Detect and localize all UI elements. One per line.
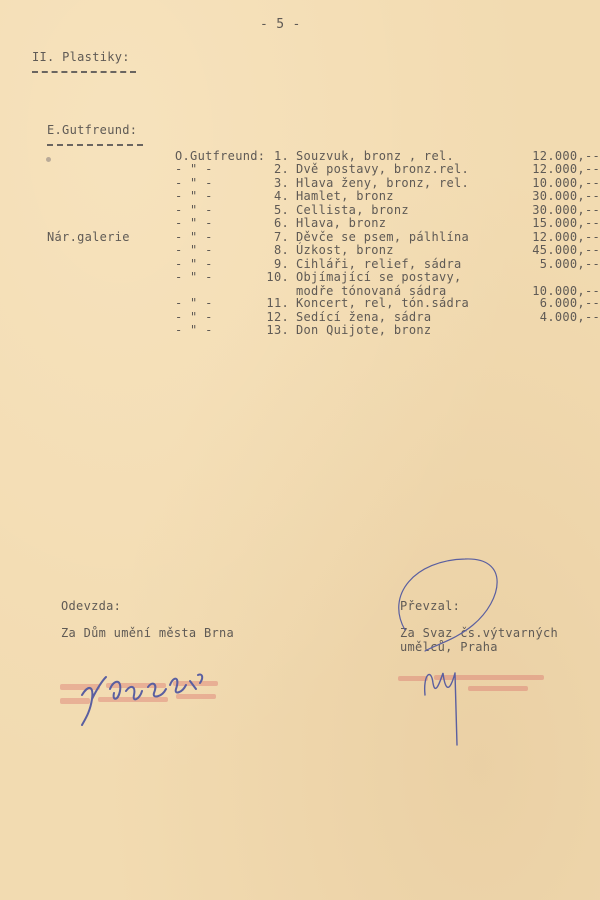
item-author: - " - — [175, 323, 213, 337]
item-author: - " - — [175, 189, 213, 203]
item-title: Cihláři, relief, sádra — [296, 257, 462, 271]
item-title: Hamlet, bronz — [296, 189, 394, 203]
item-author: - " - — [175, 257, 213, 271]
received-label: Převzal: — [400, 599, 461, 613]
item-author: - " - — [175, 203, 213, 217]
bullet-mark — [46, 157, 51, 162]
item-price: 12.000,-- — [532, 149, 600, 163]
received-organization-line1: Za Svaz čs.výtvarných — [400, 626, 559, 640]
item-title: Koncert, rel, tón.sádra — [296, 296, 470, 310]
side-note: Nár.galerie — [47, 230, 130, 244]
item-author: - " - — [175, 176, 213, 190]
item-number: 6. — [273, 216, 289, 230]
item-number: 3. — [273, 176, 289, 190]
item-title: Děvče se psem, pálhlína — [296, 230, 470, 244]
item-price: 30.000,-- — [532, 203, 600, 217]
item-price: 10.000,-- — [532, 284, 600, 298]
item-author: - " - — [175, 296, 213, 310]
handover-organization: Za Dům umění města Brna — [61, 626, 235, 640]
page-number: - 5 - — [260, 17, 301, 32]
item-price: 15.000,-- — [532, 216, 600, 230]
item-author: - " - — [175, 230, 213, 244]
item-title: Objímající se postavy, — [296, 270, 462, 284]
author-heading-underline — [47, 144, 143, 146]
item-title: Hlava, bronz — [296, 216, 387, 230]
item-title: Úzkost, bronz — [296, 243, 394, 257]
item-author: - " - — [175, 162, 213, 176]
item-author: - " - — [175, 270, 213, 284]
item-number: 2. — [273, 162, 289, 176]
item-number: 1. — [273, 149, 289, 163]
signature-right — [385, 555, 515, 755]
item-number: 13. — [266, 323, 289, 337]
item-price: 10.000,-- — [532, 176, 600, 190]
item-title: Sedící žena, sádra — [296, 310, 432, 324]
item-author: - " - — [175, 243, 213, 257]
item-price: 45.000,-- — [532, 243, 600, 257]
item-title: Don Quijote, bronz — [296, 323, 432, 337]
item-number: 9. — [273, 257, 289, 271]
item-price: 6.000,-- — [539, 296, 600, 310]
item-author: O.Gutfreund: — [175, 149, 266, 163]
item-number: 12. — [266, 310, 289, 324]
item-price: 5.000,-- — [539, 257, 600, 271]
item-number: 10. — [266, 270, 289, 284]
item-number: 5. — [273, 203, 289, 217]
item-price: 30.000,-- — [532, 189, 600, 203]
item-title: modře tónovaná sádra — [296, 284, 447, 298]
received-organization-line2: umělců, Praha — [400, 640, 498, 654]
section-title-underline — [32, 71, 136, 73]
item-price: 4.000,-- — [539, 310, 600, 324]
item-price: 12.000,-- — [532, 162, 600, 176]
item-number: 8. — [273, 243, 289, 257]
item-number: 4. — [273, 189, 289, 203]
signature-left — [70, 655, 230, 730]
item-title: Dvě postavy, bronz.rel. — [296, 162, 470, 176]
author-heading: E.Gutfreund: — [47, 123, 138, 137]
item-price: 12.000,-- — [532, 230, 600, 244]
section-title: II. Plastiky: — [32, 50, 130, 64]
handover-label: Odevzda: — [61, 599, 122, 613]
item-number: 7. — [273, 230, 289, 244]
item-title: Souzvuk, bronz , rel. — [296, 149, 455, 163]
item-title: Cellista, bronz — [296, 203, 409, 217]
item-number: 11. — [266, 296, 289, 310]
item-title: Hlava ženy, bronz, rel. — [296, 176, 470, 190]
item-author: - " - — [175, 310, 213, 324]
item-author: - " - — [175, 216, 213, 230]
